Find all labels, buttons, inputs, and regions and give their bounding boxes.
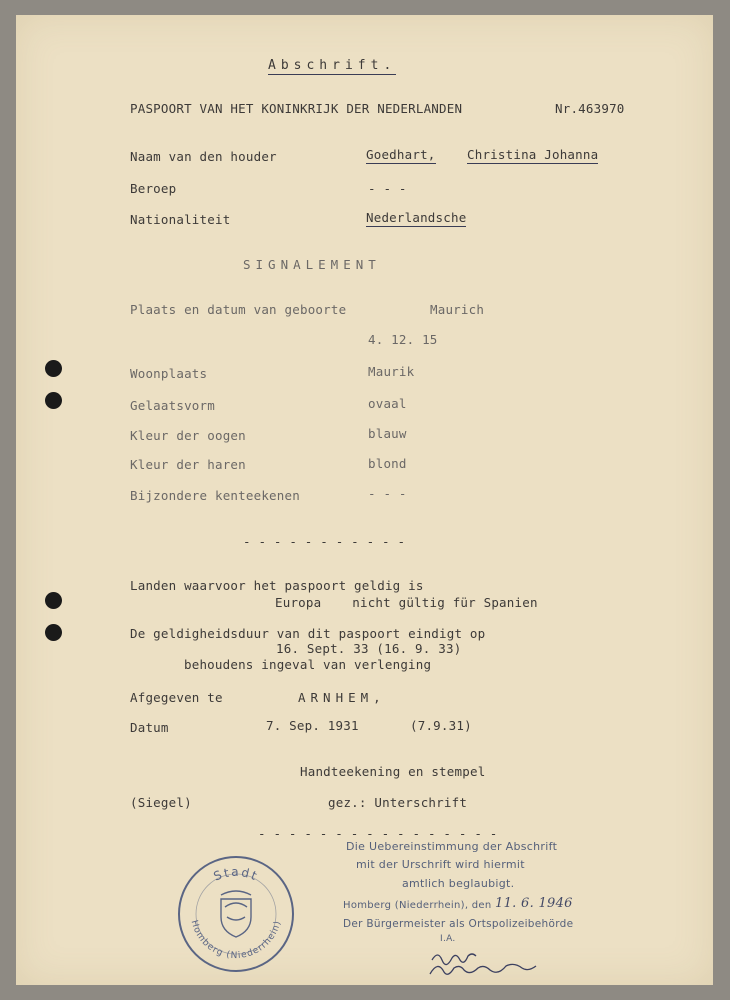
- extension-note: behoudens ingeval van verlenging: [184, 657, 432, 672]
- certification-date: 11. 6. 1946: [495, 896, 573, 911]
- residence-label: Woonplaats: [130, 366, 208, 381]
- punch-hole-2: [45, 392, 62, 409]
- svg-text:Stadt: [212, 865, 261, 884]
- city-seal: [175, 853, 297, 975]
- signature-label: Handteekening en stempel: [300, 764, 486, 779]
- coat-of-arms-icon: [221, 891, 251, 937]
- birth-label: Plaats en datum van geboorte: [130, 302, 347, 317]
- nationality-label: Nationaliteit: [130, 212, 231, 227]
- eyes-label: Kleur der oogen: [130, 428, 246, 443]
- certification-line-5: Der Bürgermeister als Ortspolizeibehörde: [343, 918, 574, 930]
- signalement-heading: SIGNALEMENT: [243, 257, 381, 272]
- punch-hole-3: [45, 592, 62, 609]
- issue-date-value: 7. Sep. 1931: [266, 718, 359, 733]
- marks-label: Bijzondere kenteekenen: [130, 488, 300, 503]
- passport-title: PASPOORT VAN HET KONINKRIJK DER NEDERLANDEN: [130, 101, 463, 116]
- issued-place-label: Afgegeven te: [130, 690, 223, 705]
- certification-line-3: amtlich beglaubigt.: [402, 877, 515, 890]
- hair-value: blond: [368, 456, 407, 471]
- expiry-date: 16. Sept. 33 (16. 9. 33): [276, 641, 462, 656]
- certification-line-6: I.A.: [440, 934, 456, 944]
- issue-date-label: Datum: [130, 720, 169, 735]
- svg-text:Homberg (Niederrhein): [189, 919, 284, 961]
- seal-label: (Siegel): [130, 795, 192, 810]
- profession-label: Beroep: [130, 181, 177, 196]
- eyes-value: blauw: [368, 426, 407, 441]
- certification-line-1: Die Uebereinstimmung der Abschrift: [346, 840, 558, 853]
- issued-place-value: ARNHEM,: [298, 690, 386, 705]
- hair-label: Kleur der haren: [130, 457, 246, 472]
- passport-number: Nr.463970: [555, 101, 625, 116]
- expiry-line: De geldigheidsduur van dit paspoort eindigt op: [130, 626, 486, 641]
- face-value: ovaal: [368, 396, 407, 411]
- seal-bottom-text: Homberg (Niederrhein): [188, 919, 284, 962]
- profession-value: - - -: [368, 181, 407, 196]
- separator-1: - - - - - - - - - - -: [243, 534, 406, 549]
- punch-hole-1: [45, 360, 62, 377]
- certification-line-2: mit der Urschrift wird hiermit: [356, 858, 525, 871]
- handwritten-signature: [428, 946, 568, 980]
- face-label: Gelaatsvorm: [130, 398, 215, 413]
- residence-value: Maurik: [368, 364, 415, 379]
- signed-text: gez.: Unterschrift: [328, 795, 468, 810]
- birth-place: Maurich: [430, 302, 485, 317]
- birth-date: 4. 12. 15: [368, 332, 438, 347]
- holder-name-label: Naam van den houder: [130, 149, 277, 164]
- document-heading: Abschrift.: [268, 58, 397, 73]
- countries-label: Landen waarvoor het paspoort geldig is: [130, 578, 424, 593]
- certification-place: Homberg (Niederrhein), den: [343, 900, 492, 911]
- nationality-value: Nederlandsche: [366, 210, 467, 225]
- seal-top-text: Stadt: [211, 865, 261, 884]
- marks-value: - - -: [368, 486, 407, 501]
- holder-surname: Goedhart,: [366, 147, 436, 162]
- issue-date-numeric: (7.9.31): [410, 718, 472, 733]
- countries-value: Europa nicht gültig für Spanien: [275, 595, 538, 610]
- holder-given-names: Christina Johanna: [467, 147, 599, 162]
- punch-hole-4: [45, 624, 62, 641]
- separator-2: - - - - - - - - - - - - - - - -: [258, 826, 498, 841]
